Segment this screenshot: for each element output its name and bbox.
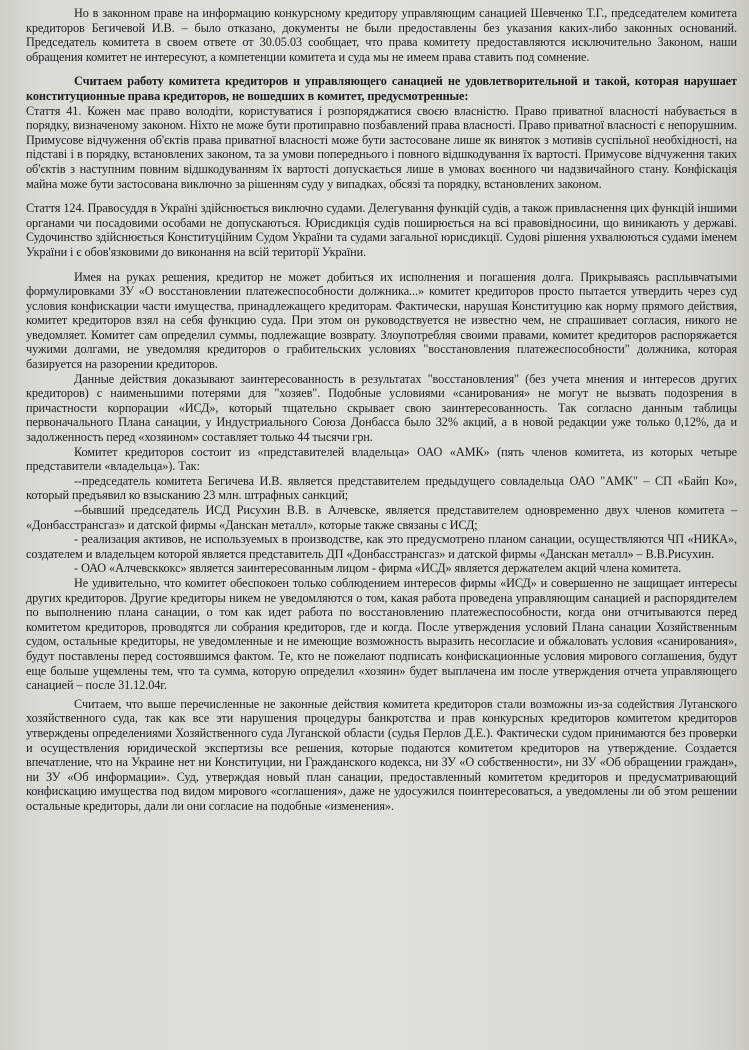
paragraph-committee-composition: Комитет кредиторов состоит из «представителей владельца» ОАО «АМК» (пять членов комитета, из которых четыре представители «владельца»). Так: <box>26 444 737 474</box>
paragraph-interest-evidence: Данные действия доказывают заинтересованность в результатах "восстановления" (без учета мнения и интересов других кредиторов) с наименьшими потерями для "хозяев". Подобные условиями «санирования» не могут не вызвать подозрения в причастности корпорации «ИСД», который тщательно скрывает свою заинтересованность. Так согласно данным таблицы первоначального Плана санации, у Индустриального Союза Донбасса было 32% акций, а в новой редакции уже только 0,12%, да и задолженность перед «хозяином» составляет только 44 тысячи грн. <box>26 371 737 445</box>
paragraph-info-refusal: Но в законном праве на информацию конкурсному кредитору управляющим санацией Шевченко Т.Г., председателем комитета кредиторов Бегичевой И.В. – было отказано, документы не были предоставлены без указания каких-либо законных оснований. Председатель комитета в своем ответе от 30.05.03 сообщает, что права комитету предоставляются исключительно Законом, наши обращения комитет не интересуют, а компетенции комитета и суда мы не имеем права ставить под сомнение. <box>26 6 737 64</box>
paragraph-court-complicity: Считаем, что выше перечисленные не законные действия комитета кредиторов стали возможны из-за содействия Луганского хозяйственного суда, так как все эти нарушения процедуры банкротства и прав конкурсных кредиторов комитетом кредиторов утверждены определениями Хозяйственного суда Луганской области (судья Перлов Д.Е.). Фактически судом принимаются без проверки и осуществления юридической экспертизы все решения, которые подаются комитетом кредиторов на утверждение. Создается впечатление, что на Украине нет ни Конституции, ни Гражданского кодекса, ни ЗУ «О собственности», ни ЗУ «Об обращении граждан», ни ЗУ «Об информации». Суд, утверждая новый план санации, предоставленный комитетом кредиторов и предусматривающий конфискацию имущества под видом мирового «соглашения», даже не удосужился поинтересоваться, а уведомлены ли об этом решении остальные кредиторы, дали ли они согласие на подобные «изменения». <box>26 696 737 813</box>
paragraph-article-41: Стаття 41. Кожен має право володіти, користуватися і розпоряджатися своєю власністю. Право приватної власності набувається в порядку, визначеному законом. Ніхто не може бути протиправно позбавлений права власності. Право приватної власності є непорушним. Примусове відчуження об'єктів права приватної власності може бути застосоване лише як виняток з мотивів суспільної необхідності, на підставі і в порядку, встановлених законом, та за умови попереднього і повного відшкодування їх вартості. Примусове відчуження таких об'єктів з наступним повним відшкодуванням їх вартості допускається лише в умовах воєнного чи надзвичайного стану. Конфіскація майна може бути застосована виключно за рішенням суду у випадках, обсязі та порядку, встановлених законом. <box>26 103 737 191</box>
list-item-chair: --председатель комитета Бегичева И.В. является представителем предыдущего совладельца ОАО "АМК" – СП «Байп Ко», который предъявил ко взысканию 23 млн. штрафных санкций; <box>26 473 737 503</box>
paragraph-article-124: Стаття 124. Правосуддя в Україні здійснюється виключно судами. Делегування функцій судів, а також привласнення цих функцій іншими органами чи посадовими особами не допускаються. Юрисдикція судів поширюється на всі правовідносини, що виникають у державі. Судочинство здійснюється Конституційним Судом України та судами загальної юрисдикції. Судові рішення ухвалюються судами іменем України і є обов'язковими до виконання на всій території України. <box>26 201 737 259</box>
paragraph-court-decisions: Имея на руках решения, кредитор не может добиться их исполнения и погашения долга. Прикрываясь расплывчатыми формулировками ЗУ «О восстановлении платежеспособности должника...» комитет кредиторов просто пытается утвердить через суд условия конфискации части имущества, принадлежащего кредиторам. Фактически, нарушая Конституцию как норму прямого действия, комитет кредиторов взял на себя функцию суда. При этом он руководствуется не известно чем, не спрашивает согласия, никого не уведомляет. Комитет сам определил суммы, подлежащие возврату. Злоупотребляя своими правами, комитет кредиторов распоряжается чужими долгами, не уведомляя кредиторов о грабительских условиях "восстановления платежеспособности" должника, которая базируется на разорении кредиторов. <box>26 269 737 372</box>
paragraph-no-protection: Не удивительно, что комитет обеспокоен только соблюдением интересов фирмы «ИСД» и совершенно не защищает интересы других кредиторов. Другие кредиторы никем не уведомляются о том, какая работа проведена управляющим санацией и распорядителем по выполнению плана санации, о том как идет работа по восстановлению платежеспособности, когда они отчитываются перед комитетом кредиторов, проводятся ли собрания кредиторов, где и когда. После утверждения условий Плана санации Хозяйственным судом, остальные кредиторы, не уведомленные и не имеющие возможность выразить несогласие и обжаловать условия «санирования», будут поставлены перед состоявшимся фактом. Те, кто не пожелают подписать конфискационные условия мирового соглашения, будут еще больше ущемлены тем, что та сумма, которую определил «хозяин» будет выплачена им после утверждения отчета управляющего санацией – после 31.12.04г. <box>26 575 737 693</box>
list-item-former-chair: --бывший председатель ИСД Рисухин В.В. в Алчевске, является представителем одновременно двух членов комитета – «Донбасстрансгаз» и датской фирмы «Данскан металл», которые также связаны с ИСД; <box>26 503 737 532</box>
paragraph-claim-violation: Считаем работу комитета кредиторов и управляющего санацией не удовлетворительной и такой, которая нарушает конституционные права кредиторов, не вошедших в комитет, предусмотренные: <box>26 74 737 103</box>
list-item-alchevskkoks: - ОАО «Алчевсккокс» является заинтересованным лицом - фирма «ИСД» является держателем акций члена комитета. <box>74 561 682 576</box>
list-item-asset-sales: - реализация активов, не используемых в производстве, как это предусмотрено планом санации, осуществляются ЧП «НИКА», создателем и владельцем которой является представитель ДП «Донбасстрансгаз» и датской фирмы «Данскан металл» – В.В.Рисухин. <box>26 532 737 561</box>
